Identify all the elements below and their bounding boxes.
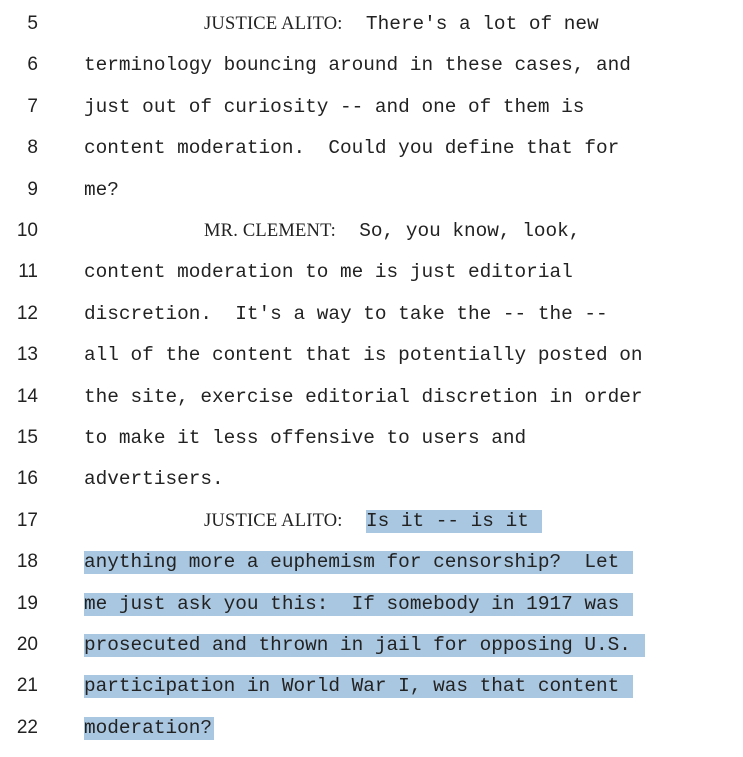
spoken-text: There's a lot of new <box>342 13 599 35</box>
line-text <box>204 12 599 36</box>
line-text: just out of curiosity -- and one of them is <box>84 95 585 118</box>
spoken-text <box>343 510 366 532</box>
line-number: 14 <box>16 385 38 407</box>
line-number: 16 <box>16 468 38 490</box>
line-number: 10 <box>16 220 38 241</box>
transcript-line <box>0 467 743 508</box>
line-number: 15 <box>16 427 38 448</box>
transcript-line <box>0 550 743 591</box>
line-text <box>84 674 633 698</box>
spoken-text: So, you know, look, <box>336 220 581 242</box>
line-text <box>84 716 214 740</box>
line-text <box>84 633 645 657</box>
transcript-line <box>0 716 743 757</box>
line-text <box>84 592 633 616</box>
line-text: all of the content that is potentially posted on <box>84 344 643 367</box>
line-number: 6 <box>27 54 38 76</box>
transcript-line <box>0 178 743 219</box>
speaker-name: JUSTICE ALITO: <box>204 510 343 531</box>
transcript-line <box>0 95 743 136</box>
transcript-line <box>0 674 743 715</box>
line-text <box>204 509 542 533</box>
line-number: 12 <box>16 302 38 324</box>
highlighted-text: anything more a euphemism for censorship? Let <box>84 551 631 574</box>
line-number: 5 <box>27 13 38 34</box>
transcript-line <box>0 219 743 260</box>
transcript-line <box>0 385 743 426</box>
transcript-line <box>0 12 743 53</box>
transcript-line <box>0 592 743 633</box>
line-text: content moderation to me is just editorial <box>84 261 573 284</box>
line-number: 19 <box>16 592 38 614</box>
transcript-line <box>0 260 743 301</box>
line-number: 13 <box>16 344 38 366</box>
line-text: the site, exercise editorial discretion in order <box>84 385 643 408</box>
transcript-line <box>0 426 743 467</box>
line-number: 8 <box>27 137 38 159</box>
transcript-line <box>0 509 743 550</box>
line-number: 20 <box>16 634 38 655</box>
line-text <box>84 550 633 574</box>
transcript-line <box>0 53 743 94</box>
line-number: 22 <box>16 716 38 738</box>
highlighted-text: prosecuted and thrown in jail for opposing U.S. <box>84 634 643 656</box>
line-text: me? <box>84 178 119 201</box>
line-text: to make it less offensive to users and <box>84 427 527 449</box>
line-number: 11 <box>18 261 38 283</box>
speaker-name: JUSTICE ALITO: <box>204 14 343 34</box>
line-number: 21 <box>16 675 38 697</box>
transcript-line <box>0 343 743 384</box>
speaker-name: MR. CLEMENT: <box>204 221 337 241</box>
transcript-line <box>0 136 743 177</box>
highlighted-text: participation in World War I, was that content <box>84 675 631 698</box>
line-text: discretion. It's a way to take the -- the -- <box>84 302 608 325</box>
line-text: terminology bouncing around in these cases, and <box>84 54 631 77</box>
highlighted-text: moderation? <box>84 716 212 739</box>
highlighted-text: me just ask you this: If somebody in 1917 was <box>84 592 631 615</box>
line-text: content moderation. Could you define that for <box>84 137 620 160</box>
transcript-line <box>0 302 743 343</box>
transcript-line <box>0 633 743 674</box>
line-number: 17 <box>16 509 38 531</box>
line-text <box>204 219 580 243</box>
highlighted-text: Is it -- is it <box>365 509 541 532</box>
line-number: 18 <box>16 551 38 573</box>
line-text: advertisers. <box>84 468 224 491</box>
line-number: 9 <box>27 178 38 200</box>
line-number: 7 <box>27 95 38 117</box>
